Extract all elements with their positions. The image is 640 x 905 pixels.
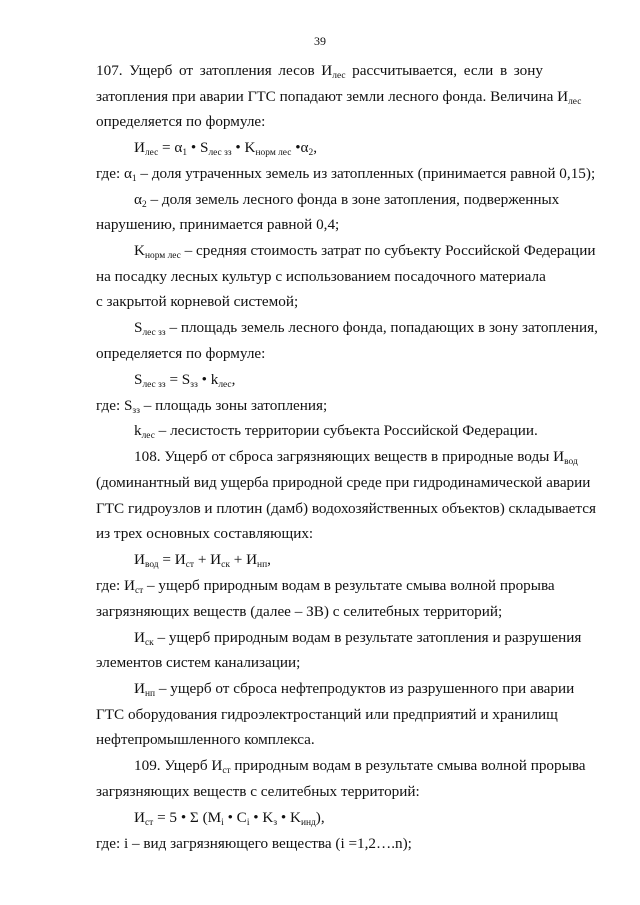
formula-settlement-damage: $И_{ст} = 5$ • Σ ($M_i$ • $C_i$ • $K_з$ • $K_{инд}$), [134, 809, 325, 828]
para-109-line-1: 109. Ущерб $И_{ст}$ природным водам в результате смыва волной прорыва [134, 757, 586, 776]
definition-inp-line-2: ГТС оборудования гидроэлектростанций или предприятий и хранилищ [96, 706, 558, 723]
formula-forest-area: $S_{лес зз} = S_{зз}$ • $k_{лес}$, [134, 371, 236, 390]
definition-i-index: где: i – вид загрязняющего вещества (i =1,2….n); [96, 835, 412, 852]
definition-kles: $k_{лес}$ – лесистость территории субъекта Российской Федерации. [134, 422, 538, 441]
definition-knorm-line-3: с закрытой корневой системой; [96, 293, 299, 310]
para-108-line-2: (доминантный вид ущерба природной среде при гидродинамической аварии [96, 474, 591, 491]
para-108-line-3: ГТС гидроузлов и плотин (дамб) водохозяйственных объектов) складывается [96, 500, 596, 517]
para-108-line-4: из трех основных составляющих: [96, 525, 314, 542]
formula-forest-damage: $И_{лес} = \alpha_1$ • $S_{лес зз}$ • $K_{норм лес}$ $•\alpha_2$, [134, 139, 317, 158]
definition-alpha2-line-1: $\alpha_2$ – доля земель лесного фонда в зоне затопления, подверженных [134, 191, 560, 210]
definition-isk-line-1: $И_{ск}$ – ущерб природным водам в результате затопления и разрушения [134, 629, 582, 648]
page-number: 39 [314, 34, 326, 48]
para-107-line-2: затопления при аварии ГТС попадают земли лесного фонда. Величина $И_{лес}$ [96, 88, 582, 107]
para-107-line-1: 107. Ущерб от затопления лесов $И_{лес}$ рассчитывается, если в зону [96, 62, 543, 81]
definition-szz: где: $S_{зз}$ – площадь зоны затопления; [96, 397, 328, 416]
para-108-line-1: 108. Ущерб от сброса загрязняющих веществ в природные воды $И_{вод}$ [134, 448, 578, 467]
formula-water-damage: $И_{вод} = И_{ст} + И_{ск} + И_{нп}$, [134, 551, 271, 570]
definition-ist-line-2: загрязняющих веществ (далее – ЗВ) с селитебных территорий; [96, 603, 503, 620]
definition-ist-line-1: где: $И_{ст}$ – ущерб природным водам в результате смыва волной прорыва [96, 577, 555, 596]
definition-inp-line-1: $И_{нп}$ – ущерб от сброса нефтепродуктов из разрушенного при аварии [134, 680, 575, 699]
para-109-line-2: загрязняющих веществ с селитебных территорий: [96, 783, 420, 800]
definition-alpha1: где: $\alpha_1$ – доля утраченных земель из затопленных (принимается равной 0,15); [96, 165, 596, 184]
definition-alpha2-line-2: нарушению, принимается равной 0,4; [96, 216, 340, 233]
definition-sles-line-1: $S_{лес зз}$ – площадь земель лесного фонда, попадающих в зону затопления, [134, 319, 598, 338]
definition-inp-line-3: нефтепромышленного комплекса. [96, 731, 315, 748]
definition-knorm-line-1: $K_{норм лес}$ – средняя стоимость затрат по субъекту Российской Федерации [134, 242, 596, 261]
definition-knorm-line-2: на посадку лесных культур с использованием посадочного материала [96, 268, 546, 285]
definition-sles-line-2: определяется по формуле: [96, 345, 266, 362]
definition-isk-line-2: элементов систем канализации; [96, 654, 301, 671]
para-107-line-3: определяется по формуле: [96, 113, 266, 130]
